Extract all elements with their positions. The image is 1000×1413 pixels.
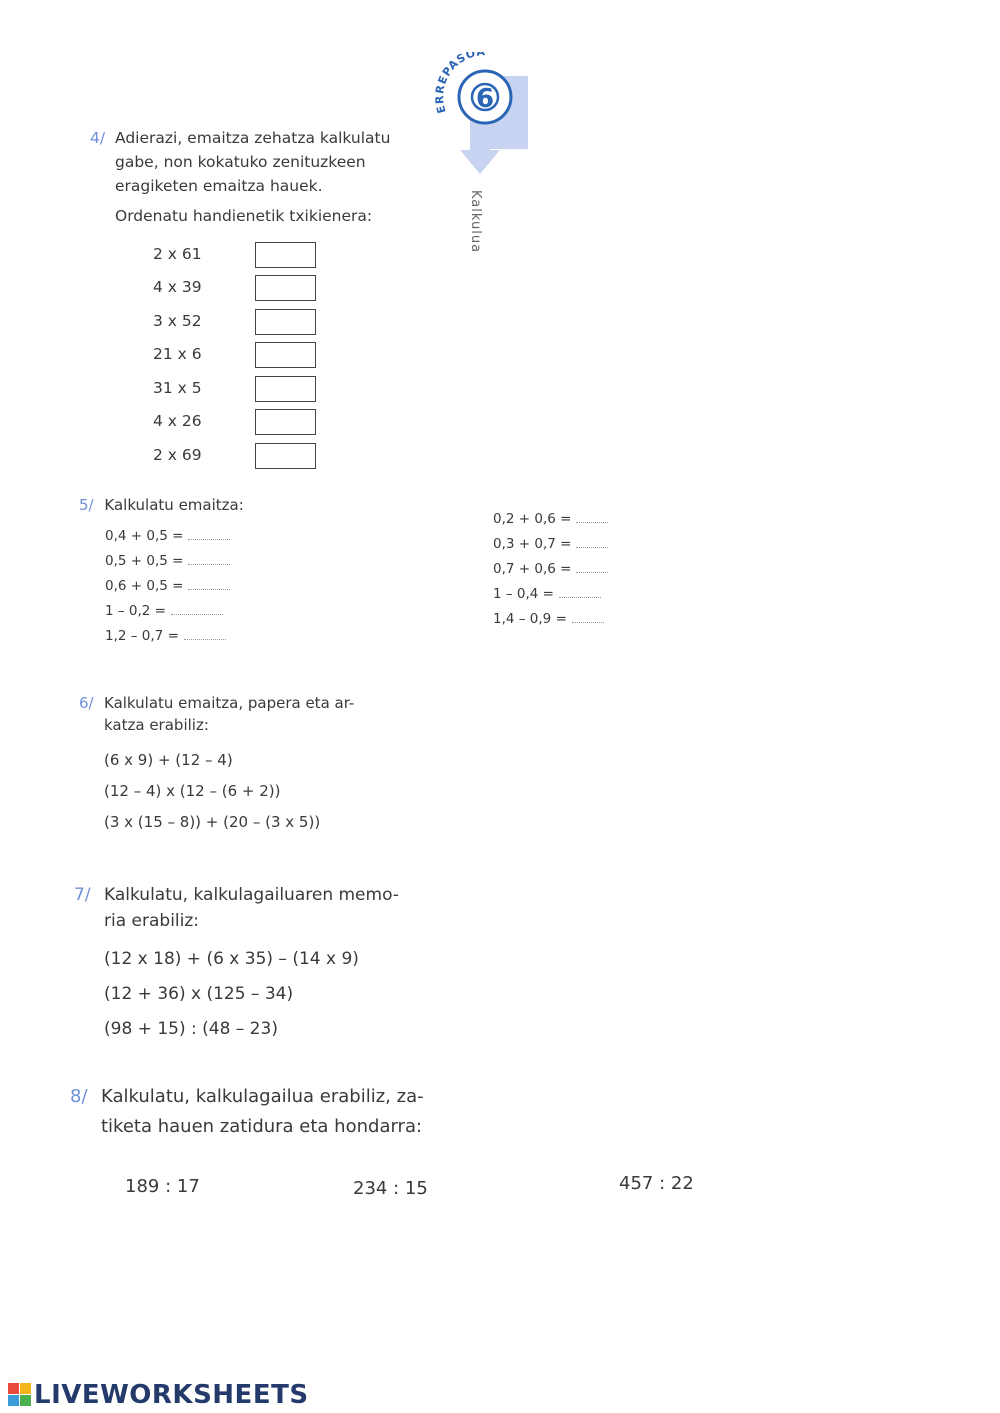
exercise-6-expressions bbox=[104, 745, 424, 838]
section-badge bbox=[432, 52, 532, 182]
equation: 0,4 + 0,5 = bbox=[105, 524, 275, 549]
division-2: 234 : 15 bbox=[353, 1178, 428, 1199]
exercise-6-text: Kalkulatu emaitza, papera eta ar- katza erabiliz: bbox=[104, 694, 355, 734]
review-badge-graphic bbox=[432, 52, 532, 182]
expression: (98 + 15) : (48 – 23) bbox=[104, 1019, 278, 1039]
exercise-4-item-3: 3 x 52 bbox=[153, 312, 202, 330]
answer-blank[interactable] bbox=[559, 587, 601, 598]
logo-text: LIVEWORKSHEETS bbox=[34, 1380, 309, 1410]
exercise-8-number: 8/ bbox=[70, 1086, 88, 1107]
answer-box-4[interactable] bbox=[255, 342, 316, 368]
equation: 0,5 + 0,5 = bbox=[105, 549, 275, 574]
exercise-5-header: 5/ Kalkulatu emaitza: bbox=[79, 496, 244, 514]
answer-blank[interactable] bbox=[188, 554, 230, 565]
answer-blank[interactable] bbox=[576, 512, 608, 523]
answer-box-3[interactable] bbox=[255, 309, 316, 335]
answer-blank[interactable] bbox=[171, 604, 223, 615]
equation: 1 – 0,4 = bbox=[493, 582, 663, 607]
exercise-7-text: Kalkulatu, kalkulagailuaren memo- ria erabiliz: bbox=[104, 885, 399, 931]
answer-blank[interactable] bbox=[576, 537, 608, 548]
division-1: 189 : 17 bbox=[125, 1176, 200, 1197]
badge-label: ERREPASO bbox=[433, 52, 478, 115]
logo-blocks-icon bbox=[8, 1383, 32, 1407]
answer-blank[interactable] bbox=[576, 562, 608, 573]
expression: (12 + 36) x (125 – 34) bbox=[104, 984, 294, 1004]
exercise-4-item-5: 31 x 5 bbox=[153, 379, 202, 397]
exercise-4-item-2: 4 x 39 bbox=[153, 278, 202, 296]
expression: (6 x 9) + (12 – 4) bbox=[104, 751, 233, 769]
answer-box-5[interactable] bbox=[255, 376, 316, 402]
exercise-7-number: 7/ bbox=[74, 885, 91, 905]
expression: (3 x (15 – 8)) + (20 – (3 x 5)) bbox=[104, 813, 321, 831]
exercise-4-item-4: 21 x 6 bbox=[153, 345, 202, 363]
division-3: 457 : 22 bbox=[619, 1173, 694, 1194]
answer-box-6[interactable] bbox=[255, 409, 316, 435]
exercise-7-expressions bbox=[104, 942, 444, 1047]
exercise-5-right-column bbox=[493, 507, 663, 632]
answer-blank[interactable] bbox=[572, 612, 604, 623]
equation: 1,4 – 0,9 = bbox=[493, 607, 663, 632]
liveworksheets-logo bbox=[8, 1380, 309, 1410]
answer-blank[interactable] bbox=[188, 579, 230, 590]
exercise-4-item-7: 2 x 69 bbox=[153, 446, 202, 464]
equation: 0,2 + 0,6 = bbox=[493, 507, 663, 532]
answer-blank[interactable] bbox=[188, 529, 230, 540]
exercise-8-text: Kalkulatu, kalkulagailua erabiliz, za- tiketa hauen zatidura eta hondarra: bbox=[101, 1086, 424, 1137]
equation: 1,2 – 0,7 = bbox=[105, 624, 275, 649]
equation: 0,6 + 0,5 = bbox=[105, 574, 275, 599]
exercise-5-left-column bbox=[105, 524, 275, 649]
answer-box-1[interactable] bbox=[255, 242, 316, 268]
expression: (12 – 4) x (12 – (6 + 2)) bbox=[104, 782, 281, 800]
expression: (12 x 18) + (6 x 35) – (14 x 9) bbox=[104, 949, 359, 969]
badge-number: 6 bbox=[475, 84, 495, 114]
exercise-4-item-6: 4 x 26 bbox=[153, 412, 202, 430]
equation: 1 – 0,2 = bbox=[105, 599, 275, 624]
exercise-4-number: 4/ bbox=[90, 129, 106, 147]
answer-box-2[interactable] bbox=[255, 275, 316, 301]
exercise-4-item-1: 2 x 61 bbox=[153, 245, 202, 263]
answer-box-7[interactable] bbox=[255, 443, 316, 469]
answer-blank[interactable] bbox=[184, 629, 226, 640]
side-label: Kalkulua bbox=[468, 190, 483, 254]
equation: 0,7 + 0,6 = bbox=[493, 557, 663, 582]
exercise-4-text: Adierazi, emaitza zehatza kalkulatu gabe, non kokatuko zenituzkeen eragiketen emaitza hauek. Ordenatu handienetik txikienera: bbox=[115, 129, 391, 225]
equation: 0,3 + 0,7 = bbox=[493, 532, 663, 557]
exercise-6-number: 6/ bbox=[79, 694, 94, 712]
